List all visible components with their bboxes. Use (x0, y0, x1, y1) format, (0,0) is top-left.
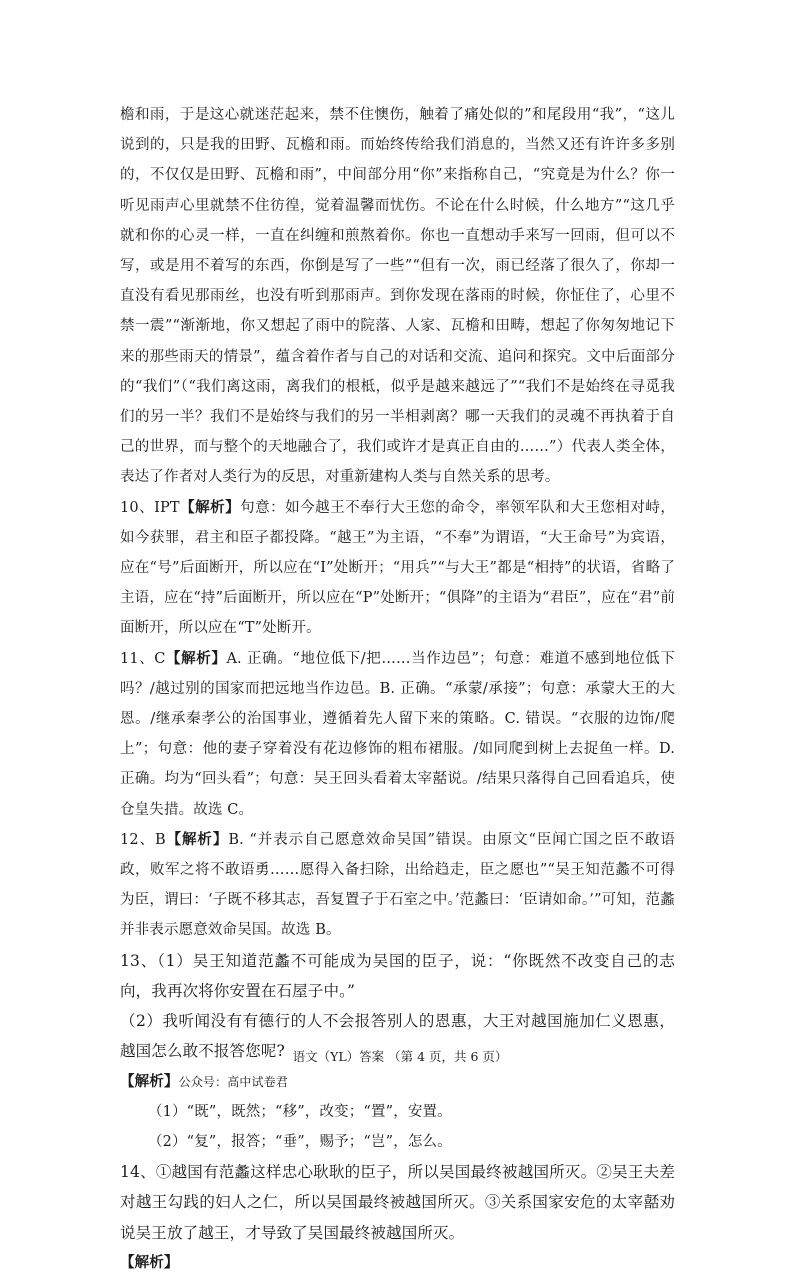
answer-q13-part1: 13、（1）吴王知道范蠡不可能成为吴国的臣子，说：“你既然不改变自己的志向，我再次将你安置在石屋子中。” (120, 951, 675, 1000)
paragraph-q9-continued: 檐和雨，于是这心就迷茫起来，禁不住懊伤，触着了痛处似的”和尾段用“我”，“这儿说到的，只是我的田野、瓦檐和雨。而始终传给我们消息的，当然又还有许许多多别的，不仅仅是田野、瓦檐和雨”，中间部分用“你”来指称自己，“究竟是为什么？你一听见雨声心里就禁不住彷徨，觉着温馨而忧伤。不论在什么时候，什么地方”“这几乎就和你的心灵一样，一直在纠缠和煎熬着你。你也一直想动手来写一回雨，但可以不写，或是用不着写的东西，你倒是写了一些”“但有一次，雨已经落了很久了，你却一直没有看见那雨丝，也没有听到那雨声。到你发现在落雨的时候，你怔住了，心里不禁一震”“渐渐地，你又想起了雨中的院落、人家、瓦檐和田畴，想起了你匆匆地记下来的那些雨天的情景”，蕴含着作者与自己的对话和交流、追问和探究。文中后面部分的“我们”（“我们离这雨，离我们的根柢，似乎是越来越远了”“我们不是始终在寻觅我们的另一半？我们不是始终与我们的另一半相剥离？哪一天我们的灵魂不再执着于自己的世界，而与整个的天地融合了，我们或许才是真正自由的……”）代表人类全体，表达了作者对人类行为的反思，对重新建构人类与自然关系的思考。 (120, 107, 676, 486)
q11-analysis-label: 【解析】 (165, 649, 227, 667)
q13-analysis-label: 【解析】 (120, 1072, 179, 1090)
q11-analysis: A. 正确。“地位低下/把……当作边邑”；句意：难道不感到地位低下吗？/越过别的国家而把远地当作边邑。B. 正确。“承蒙/承接”；句意：承蒙大王的大恩。/继承秦孝公的治国事业，遵循着先人留下来的策略。C. 错误。“衣服的边饰/爬上”；句意：他的妻子穿着没有花边修饰的粗布裙服。/如同爬到树上去捉鱼一样。D. 正确。均为“回头看”；句意：吴王回头看着太宰嚭说。/结果只落得自己回看追兵，使仓皇失措。故选 C。 (120, 650, 675, 818)
q11-number: 11、C (120, 650, 166, 667)
answer-q13-part2: （2）我听闻没有有德行的人不会报答别人的恩惠，大王对越国施加仁义恩惠，越国怎么敢不报答您呢? (120, 1012, 675, 1061)
q12-analysis-label: 【解析】 (165, 830, 229, 848)
answer-content (120, 100, 675, 1278)
answer-q14: 14、①越国有范蠡这样忠心耿耿的臣子，所以吴国最终被越国所灭。②吴王夫差对越王勾践的妇人之仁，所以吴国最终被越国所灭。③关系国家安危的太宰嚭劝说吴王放了越王，才导致了吴国最终被越国所灭。 (120, 1163, 675, 1242)
q13-analysis-item2: （2）“复”，报答；“垂”，赐予；“岂”，怎么。 (148, 1133, 452, 1150)
answer-q12 (120, 825, 675, 946)
page-footer: 语文（YL）答案 （第 4 页，共 6 页） (292, 1049, 508, 1064)
q12-number: 12、B (120, 831, 166, 848)
q10-number: 10、IPT (120, 499, 180, 516)
q12-analysis: B. “并表示自己愿意效命吴国”错误。由原文“臣闻亡国之臣不敢语政，败军之将不敢语勇……愿得入备扫除，出给趋走，臣之愿也”“吴王知范蠡不可得为臣，谓曰：‘子既不移其志，吾复置子于石室之中。’范蠡曰：‘臣请如命。’”可知，范蠡并非表示愿意效命吴国。故选 B。 (120, 831, 675, 939)
q13-analysis-item1: （1）“既”，既然；“移”，改变；“置”，安置。 (148, 1103, 452, 1120)
answer-q11 (120, 644, 675, 825)
q14-analysis-label: 【解析】 (120, 1253, 179, 1271)
wechat-account-note: 公众号：高中试卷君 (178, 1074, 288, 1089)
q10-analysis: 句意：如今越王不奉行大王您的命令，率领军队和大王您相对峙，如今获罪，君主和臣子都投降。“越王”为主语，“不奉”为谓语，“大王命号”为宾语，应在“号”后面断开，所以应在“I”处断开；“用兵”“与大王”都是“相持”的状语，省略了主语，应在“持”后面断开，所以应在“P”处断开；“俱降”的主语为“君臣”，应在“君”前面断开，所以应在“T”处断开。 (120, 499, 675, 637)
q13-analysis (120, 1067, 675, 1097)
q10-analysis-label: 【解析】 (179, 498, 241, 516)
answer-q10 (120, 493, 675, 644)
